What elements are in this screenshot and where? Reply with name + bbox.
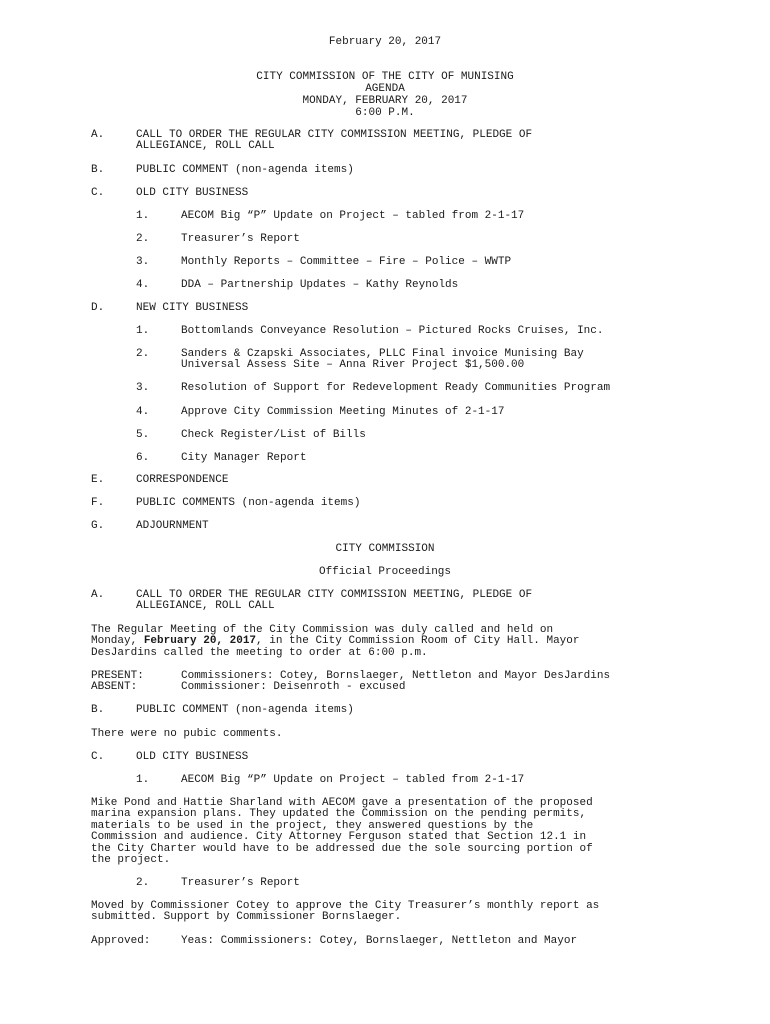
meeting-para-line1: The Regular Meeting of the City Commission was duly called and held on [91,624,554,636]
meeting-date-bold: February 20, 2017 [143,635,257,647]
agenda-item-letter: F. [91,497,105,509]
sub-item-text: Check Register/List of Bills [181,429,366,441]
sub-item-text: Treasurer’s Report [181,233,300,245]
agenda-item-b: PUBLIC COMMENT (non-agenda items) [136,164,354,176]
absent-label: ABSENT: [91,681,138,693]
sub-item-number: 2. [136,348,150,360]
no-comments-text: There were no pubic comments. [91,728,283,740]
agenda-item-letter: A. [91,129,105,141]
sub-item-text: Bottomlands Conveyance Resolution – Pictured Rocks Cruises, Inc. [181,325,604,337]
sub-item-text-cont: Universal Assess Site – Anna River Project $1,500.00 [181,359,525,371]
aecom-para-line: Mike Pond and Hattie Sharland with AECOM gave a presentation of the proposed [91,797,593,809]
sub-item-text: DDA – Partnership Updates – Kathy Reynolds [181,279,459,291]
agenda-subtitle: AGENDA [365,83,405,95]
sub-item-number: 3. [136,382,150,394]
present-text: Commissioners: Cotey, Bornslaeger, Nettleton and Mayor DesJardins [181,670,611,682]
sub-item-number: 1. [136,325,150,337]
sub-item-text: AECOM Big “P” Update on Project – tabled from 2-1-17 [181,774,525,786]
sub-item-number: 3. [136,256,150,268]
proceedings-subheading: Official Proceedings [318,566,452,578]
meeting-para-line3: DesJardins called the meeting to order at 6:00 p.m. [91,647,428,659]
proceedings-letter: A. [91,589,105,601]
sub-item-number: 1. [136,774,150,786]
aecom-para-line: the project. [91,854,171,866]
proceedings-letter: C. [91,751,105,763]
proceedings-letter: B. [91,704,105,716]
meeting-para-pre: Monday, [91,635,144,647]
treasurer-para-line: Moved by Commissioner Cotey to approve the City Treasurer’s monthly report as [91,900,600,912]
agenda-item-g: ADJOURNMENT [136,520,209,532]
agenda-item-letter: E. [91,474,105,486]
aecom-para-line: Commission and audience. City Attorney Ferguson stated that Section 12.1 in [91,831,587,843]
meeting-para-post: , in the City Commission Room of City Hall. Mayor [256,635,580,647]
agenda-item-c: OLD CITY BUSINESS [136,187,249,199]
sub-item-number: 2. [136,233,150,245]
agenda-item-letter: C. [91,187,105,199]
sub-item-text: Resolution of Support for Redevelopment Ready Communities Program [181,382,611,394]
agenda-item-letter: B. [91,164,105,176]
sub-item-number: 1. [136,210,150,222]
aecom-para-line: marina expansion plans. They updated the Commission on the pending permits, [91,808,587,820]
agenda-item-letter: G. [91,520,105,532]
proceedings-a-line1: CALL TO ORDER THE REGULAR CITY COMMISSION MEETING, PLEDGE OF [136,589,533,601]
agenda-item-f: PUBLIC COMMENTS (non-agenda items) [136,497,361,509]
sub-item-text: City Manager Report [181,452,307,464]
agenda-item-d: NEW CITY BUSINESS [136,302,249,314]
sub-item-text: Treasurer’s Report [181,877,300,889]
present-label: PRESENT: [91,670,144,682]
sub-item-number: 2. [136,877,150,889]
aecom-para-line: the City Charter would have to be addressed due the sole sourcing portion of [91,843,593,855]
proceedings-heading: CITY COMMISSION [335,543,435,555]
proceedings-c: OLD CITY BUSINESS [136,751,249,763]
agenda-item-letter: D. [91,302,105,314]
meeting-para-line2 [91,636,579,648]
approved-label: Approved: [91,935,151,947]
agenda-item-a-line2: ALLEGIANCE, ROLL CALL [136,140,275,152]
sub-item-text: Monthly Reports – Committee – Fire – Police – WWTP [181,256,512,268]
treasurer-para-line: submitted. Support by Commissioner Bornslaeger. [91,911,402,923]
agenda-item-e: CORRESPONDENCE [136,474,229,486]
agenda-item-a-line1: CALL TO ORDER THE REGULAR CITY COMMISSION MEETING, PLEDGE OF [136,129,533,141]
sub-item-number: 4. [136,279,150,291]
proceedings-b: PUBLIC COMMENT (non-agenda items) [136,704,354,716]
sub-item-text: Approve City Commission Meeting Minutes of 2-1-17 [181,406,505,418]
proceedings-a-line2: ALLEGIANCE, ROLL CALL [136,600,275,612]
aecom-para-line: materials to be used in the project, they answered questions by the [91,820,534,832]
sub-item-text: AECOM Big “P” Update on Project – tabled from 2-1-17 [181,210,525,222]
sub-item-number: 4. [136,406,150,418]
absent-text: Commissioner: Deisenroth - excused [181,681,406,693]
sub-item-number: 6. [136,452,150,464]
agenda-meeting-date: MONDAY, FEBRUARY 20, 2017 [302,95,468,107]
date-header: February 20, 2017 [328,36,442,48]
sub-item-text: Sanders & Czapski Associates, PLLC Final invoice Munising Bay [181,348,584,360]
approved-text: Yeas: Commissioners: Cotey, Bornslaeger, Nettleton and Mayor [181,935,578,947]
agenda-title: CITY COMMISSION OF THE CITY OF MUNISING [256,71,514,83]
agenda-time: 6:00 P.M. [355,107,415,119]
sub-item-number: 5. [136,429,150,441]
